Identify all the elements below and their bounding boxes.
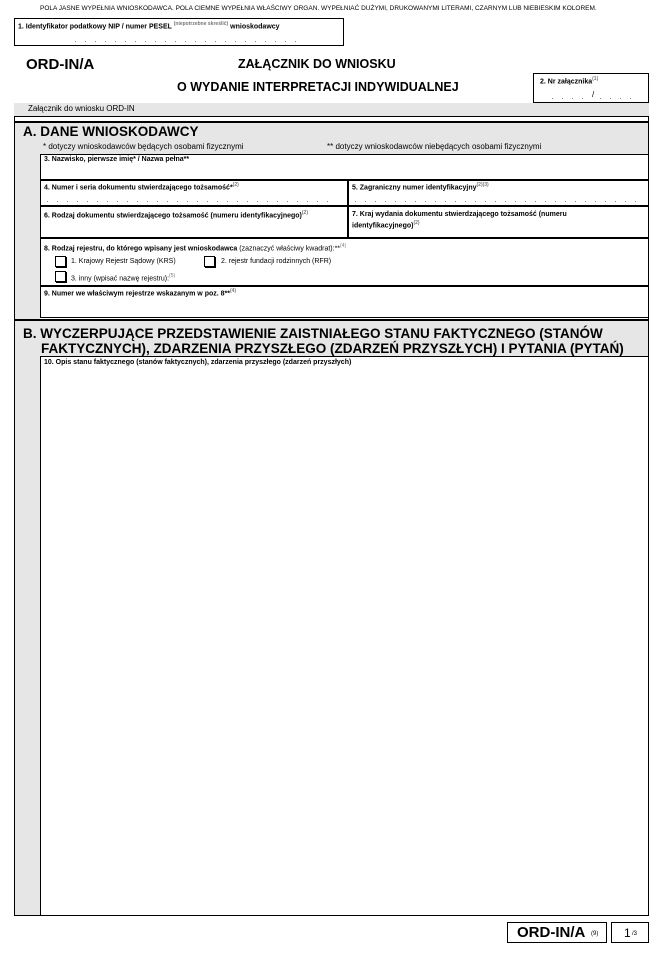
footer-page-total: /3: [632, 931, 638, 937]
attachment-number-field[interactable]: [533, 73, 649, 103]
footer-page-box: [611, 922, 649, 943]
identity-document-number-field[interactable]: [40, 180, 348, 206]
issuing-country-field[interactable]: [348, 206, 649, 238]
section-b-title-line1: B. WYCZERPUJĄCE PRZEDSTAWIENIE ZAISTNIAŁEGO STANU FAKTYCZNEGO (STANÓW: [23, 326, 603, 341]
attachment-row: [14, 103, 649, 117]
taxpayer-id-field[interactable]: [14, 18, 344, 46]
register-type-field: [40, 238, 649, 286]
foreign-id-field[interactable]: [348, 180, 649, 206]
section-a-note1: * dotyczy wnioskodawców będących osobami fizycznymi: [43, 142, 244, 151]
facts-description-field[interactable]: [40, 356, 649, 916]
issuing-country-label: 7. Kraj wydania dokumentu stwierdzającego tożsamość (numeru identyfikacyjnego)$^{(2)}$: [352, 211, 567, 230]
register-type-label: 8. Rodzaj rejestru, do którego wpisany jest wnioskodawca (zaznaczyć właściwy kwadrat):**$^{(4)}$: [44, 243, 347, 253]
footer-version: (9): [591, 931, 599, 937]
register-number-label: 9. Numer we właściwym rejestrze wskazanym w poz. 8**$^{(4)}$: [44, 288, 237, 298]
identity-document-number-label: 4. Numer i seria dokumentu stwierdzającego tożsamość*$^{(2)}$: [44, 182, 239, 192]
attachment-number-label: 2. Nr załącznika$^{(1)}$: [540, 76, 599, 86]
identity-document-type-field[interactable]: [40, 206, 348, 238]
foreign-id-label: 5. Zagraniczny numer identyfikacyjny$^{(2)(3)}$: [352, 182, 489, 192]
taxpayer-id-dots: [75, 41, 305, 42]
form-code: ORD-IN/A: [26, 56, 95, 73]
footer-page-number: 1: [624, 926, 631, 940]
section-a-title: A. DANE WNIOSKODAWCY: [23, 124, 199, 139]
footer-form-code: ORD-IN/A: [517, 924, 586, 941]
name-label: 3. Nazwisko, pierwsze imię* / Nazwa pełna**: [44, 156, 190, 163]
left-margin-band: [14, 122, 40, 916]
krs-checkbox[interactable]: [55, 256, 66, 267]
register-number-field[interactable]: [40, 286, 649, 318]
identity-document-type-label: 6. Rodzaj dokumentu stwierdzającego tożsamość (numeru identyfikacyjnego)$^{(2)}$: [44, 210, 309, 220]
rfr-option-label: 2. rejestr fundacji rodzinnych (RFR): [221, 258, 332, 265]
other-register-label: 3. inny (wpisać nazwę rejestru):$^{(5)}$: [71, 273, 176, 283]
title-line1: ZAŁĄCZNIK DO WNIOSKU: [238, 57, 396, 71]
name-field[interactable]: [40, 154, 649, 180]
attachment-number-slash: /: [592, 90, 595, 99]
attachment-number-dots-a: [552, 98, 590, 99]
section-b-header: [15, 321, 648, 356]
section-a-header: [15, 122, 648, 154]
header-instruction: POLA JASNE WYPEŁNIA WNIOSKODAWCA. POLA CIEMNE WYPEŁNIA WŁAŚCIWY ORGAN. WYPEŁNIAĆ DUŻYMI, DRUKOWANYMI LITERAMI, CZARNYM LUB NIEBIESKIM KOLOREM.: [40, 5, 597, 12]
taxpayer-id-label: 1. Identyfikator podatkowy NIP / numer PESEL $^{(niepotrzebne skreślić)}$ wnioskodawcy: [18, 21, 280, 31]
foreign-id-dots: [355, 201, 640, 202]
facts-description-label: 10. Opis stanu faktycznego (stanów faktycznych), zdarzenia przyszłego (zdarzeń przyszłych): [44, 359, 352, 366]
attachment-number-dots-b: [600, 98, 638, 99]
krs-option-label: 1. Krajowy Rejestr Sądowy (KRS): [71, 258, 176, 265]
identity-document-number-dots: [47, 201, 337, 202]
section-b-title-line2: FAKTYCZNYCH), ZDARZENIA PRZYSZŁEGO (ZDARZEŃ PRZYSZŁYCH) I PYTANIA (PYTAŃ): [41, 341, 624, 356]
footer-form-code-box: [507, 922, 607, 943]
attachment-row-label: Załącznik do wniosku ORD-IN: [28, 104, 135, 113]
section-a-top-rule: [14, 121, 649, 123]
other-register-checkbox[interactable]: [55, 271, 66, 282]
section-a-note2: ** dotyczy wnioskodawców niebędących osobami fizycznymi: [327, 142, 542, 151]
title-line2: O WYDANIE INTERPRETACJI INDYWIDUALNEJ: [177, 80, 459, 94]
rfr-checkbox[interactable]: [204, 256, 215, 267]
